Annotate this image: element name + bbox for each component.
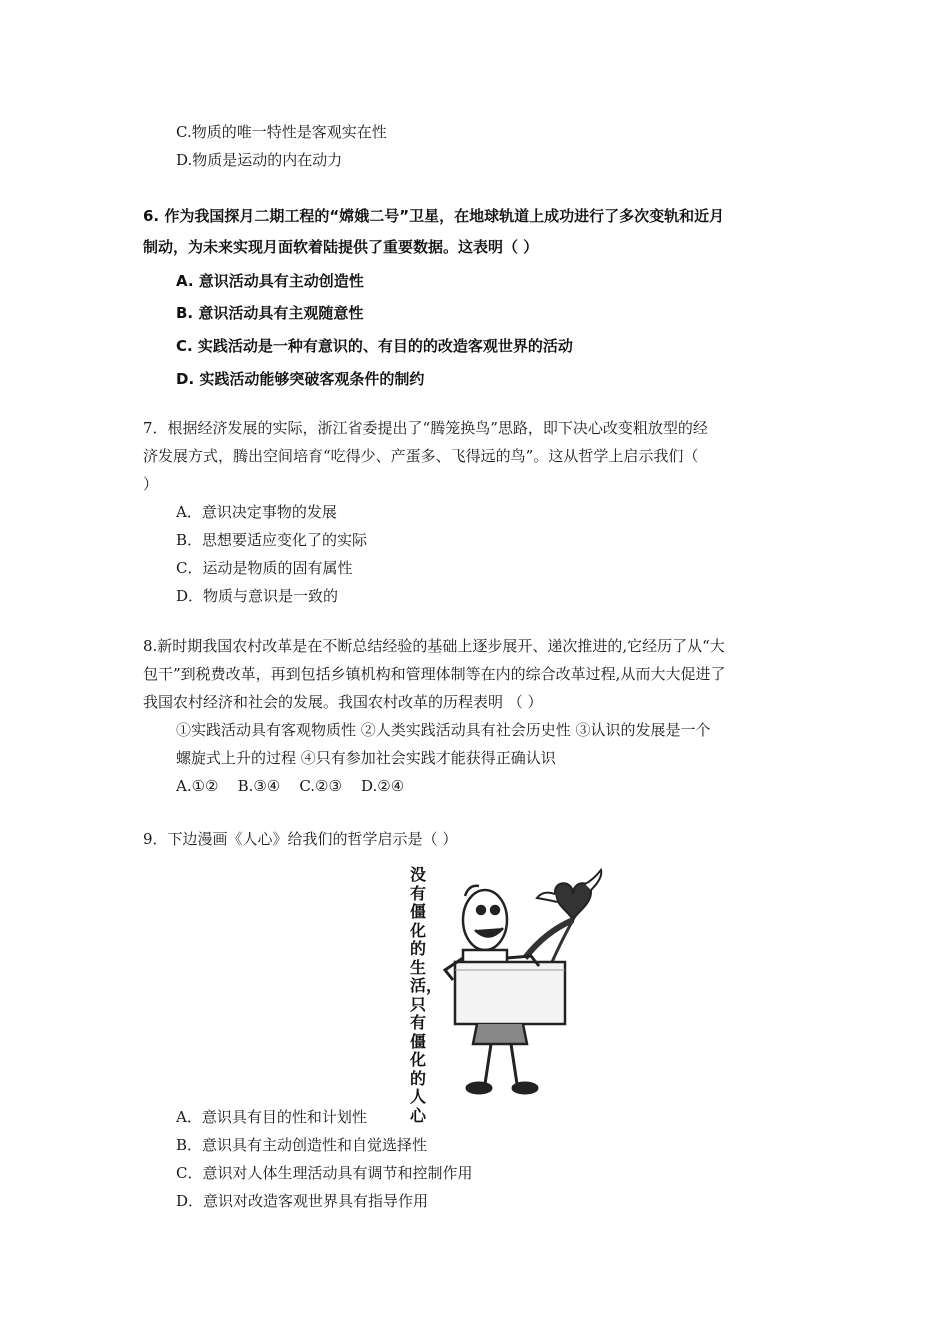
q7-option-d: D．物质与意识是一致的 bbox=[176, 587, 339, 605]
q9-option-a: A．意识具有目的性和计划性 bbox=[176, 1108, 367, 1126]
q8-statements-line-2: 螺旋式上升的过程 ④只有参加社会实践才能获得正确认识 bbox=[176, 749, 556, 767]
q9-option-d: D．意识对改造客观世界具有指导作用 bbox=[176, 1192, 429, 1210]
q8-statements-line-1: ①实践活动具有客观物质性 ②人类实践活动具有社会历史性 ③认识的发展是一个 bbox=[176, 721, 711, 739]
man-head bbox=[463, 886, 507, 950]
q9-stem: 9．下边漫画《人心》给我们的哲学启示是（ ） bbox=[143, 830, 458, 848]
q7-option-a: A．意识决定事物的发展 bbox=[176, 503, 337, 521]
q9-option-c: C．意识对人体生理活动具有调节和控制作用 bbox=[176, 1164, 473, 1182]
q6-stem-line-2: 制动，为未来实现月面软着陆提供了重要数据。这表明（ ） bbox=[143, 238, 539, 256]
q6-option-b: B. 意识活动具有主观随意性 bbox=[176, 304, 364, 322]
q6-option-c: C. 实践活动是一种有意识的、有目的的改造客观世界的活动 bbox=[176, 337, 573, 355]
q8-stem-line-2: 包干”到税费改革，再到包括乡镇机构和管理体制等在内的综合改革过程,从而大大促进了 bbox=[143, 665, 726, 683]
q7-stem-line-2: 济发展方式，腾出空间培育“吃得少、产蛋多、飞得远的鸟”。这从哲学上启示我们（ bbox=[143, 447, 699, 465]
q8-stem-line-3: 我国农村经济和社会的发展。我国农村改革的历程表明 （ ） bbox=[143, 693, 543, 711]
q7-stem-line-3: ） bbox=[143, 475, 159, 493]
q6-option-d: D. 实践活动能够突破客观条件的制约 bbox=[176, 370, 425, 388]
q7-option-c: C．运动是物质的固有属性 bbox=[176, 559, 353, 577]
q5-option-c: C.物质的唯一特性是客观实在性 bbox=[176, 123, 387, 141]
q8-options: A.①② B.③④ C.②③ D.②④ bbox=[176, 777, 405, 795]
q8-stem-line-1: 8.新时期我国农村改革是在不断总结经验的基础上逐步展开、递次推进的,它经历了从“大 bbox=[143, 637, 725, 655]
winged-heart-icon bbox=[537, 870, 601, 922]
man-legs bbox=[467, 1044, 537, 1093]
q6-option-a: A. 意识活动具有主动创造性 bbox=[176, 272, 364, 290]
comic-caption: 没有僵化的生活，只有僵化的人心 bbox=[410, 865, 443, 1125]
q9-option-b: B．意识具有主动创造性和自觉选择性 bbox=[176, 1136, 428, 1154]
q6-stem-line-1: 6. 作为我国探月二期工程的“嫦娥二号”卫星，在地球轨道上成功进行了多次变轨和近月 bbox=[143, 207, 725, 225]
q7-stem-line-1: 7．根据经济发展的实际，浙江省委提出了“腾笼换鸟”思路，即下决心改变粗放型的经 bbox=[143, 419, 708, 437]
man-body bbox=[455, 950, 565, 1044]
q7-option-b: B．思想要适应变化了的实际 bbox=[176, 531, 368, 549]
q5-option-d: D.物质是运动的内在动力 bbox=[176, 151, 343, 169]
